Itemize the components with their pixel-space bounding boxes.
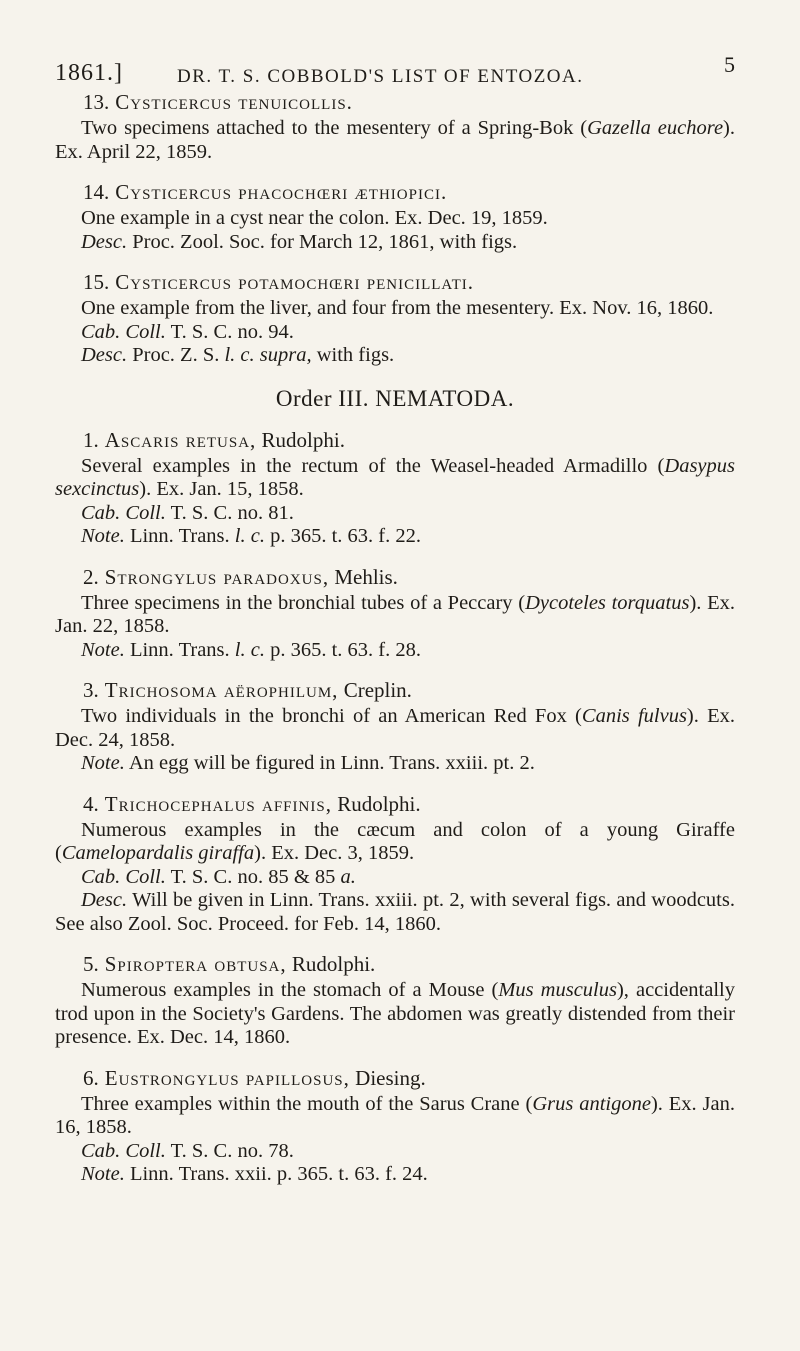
running-header: [55, 52, 735, 92]
desc-line: Desc. Will be given in Linn. Trans. xxiii. pt. 2, with several figs. and woodcuts. See also Zool. Soc. Proceed. for Feb. 14, 1860.: [55, 889, 735, 935]
entry-text: Several examples in the rectum of the Weasel-headed Armadillo (Dasypus sexcinctus). Ex. Jan. 15, 1858.: [55, 454, 735, 500]
species-name: Cysticercus tenuicollis.: [115, 90, 353, 114]
entry-text: Three specimens in the bronchial tubes of a Peccary (Dycoteles torquatus). Ex. Jan. 22, 1858.: [55, 591, 735, 637]
entry-heading: 5. Spiroptera obtusa, Rudolphi.: [83, 952, 376, 976]
nematoda-entry-4: [55, 790, 735, 937]
species-name: Trichosoma aërophilum,: [104, 678, 339, 702]
entry-heading: 1. Ascaris retusa, Rudolphi.: [83, 427, 345, 452]
entry-text: Two specimens attached to the mesentery of a Spring-Bok (Gazella euchore). Ex. April 22, 1859.: [55, 117, 735, 163]
header-year: 1861.]: [55, 60, 123, 86]
entry-15: [55, 268, 735, 368]
species-name: Strongylus paradoxus,: [104, 564, 330, 589]
nematoda-entry-5: [55, 950, 735, 1050]
note-line: Note. Linn. Trans. l. c. p. 365. t. 63. f. 28.: [81, 638, 421, 661]
author-name: Mehlis.: [334, 564, 398, 589]
note-line: Note. Linn. Trans. xxii. p. 365. t. 63. f. 24.: [81, 1163, 428, 1185]
collection-line: Cab. Coll. T. S. C. no. 94.: [81, 320, 294, 343]
header-running-title: DR. T. S. COBBOLD'S LIST OF ENTOZOA.: [177, 66, 584, 87]
collection-line: Cab. Coll. T. S. C. no. 78.: [81, 1139, 294, 1162]
author-name: Rudolphi.: [291, 952, 376, 976]
entry-heading: 6. Eustrongylus papillosus, Diesing.: [83, 1065, 426, 1090]
entry-text: Numerous examples in the cæcum and colon of a young Giraffe (Camelopardalis giraffa). Ex. Dec. 3, 1859.: [55, 818, 735, 864]
species-name: Trichocephalus affinis,: [104, 791, 332, 816]
entry-text: One example in a cyst near the colon. Ex. Dec. 19, 1859.: [81, 207, 548, 229]
author-name: Creplin.: [343, 678, 412, 702]
entry-heading: 14. Cysticercus phacochœri æthiopici.: [83, 180, 448, 204]
entry-heading: 3. Trichosoma aërophilum, Creplin.: [83, 678, 412, 702]
nematoda-entry-3: [55, 676, 735, 776]
note-line: Note. An egg will be figured in Linn. Trans. xxiii. pt. 2.: [81, 752, 535, 774]
page-number: 5: [724, 52, 735, 77]
species-name: Ascaris retusa,: [104, 427, 257, 452]
species-name: Eustrongylus papillosus,: [104, 1065, 350, 1090]
species-name: Spiroptera obtusa,: [104, 952, 287, 976]
entry-heading: 2. Strongylus paradoxus, Mehlis.: [83, 564, 398, 589]
entry-text: Numerous examples in the stomach of a Mouse (Mus musculus), accidentally trod upon in the Society's Gardens. The abdomen was greatly distended from their presence. Ex. Dec. 14, 1860.: [55, 979, 735, 1048]
page-body: [55, 88, 735, 1201]
nematoda-entry-6: [55, 1064, 735, 1187]
collection-line: Cab. Coll. T. S. C. no. 81.: [81, 501, 294, 524]
author-name: Rudolphi.: [261, 427, 345, 452]
entry-14: [55, 178, 735, 254]
author-name: Rudolphi.: [337, 791, 421, 816]
note-line: Note. Linn. Trans. l. c. p. 365. t. 63. f. 22.: [81, 525, 421, 547]
collection-line: Cab. Coll. T. S. C. no. 85 & 85 a.: [81, 865, 356, 888]
species-name: Cysticercus phacochœri æthiopici.: [115, 180, 448, 204]
author-name: Diesing.: [355, 1065, 426, 1090]
order-heading: Order III. NEMATODA.: [275, 385, 515, 411]
entry-heading: 15. Cysticercus potamochœri penicillati.: [83, 270, 474, 294]
nematoda-entry-2: [55, 563, 735, 663]
entry-heading: 4. Trichocephalus affinis, Rudolphi.: [83, 791, 421, 816]
desc-line: Desc. Proc. Z. S. l. c. supra, with figs.: [81, 344, 395, 366]
species-name: Cysticercus potamochœri penicillati.: [115, 270, 474, 294]
entry-text: Two individuals in the bronchi of an American Red Fox (Canis fulvus). Ex. Dec. 24, 1858.: [55, 705, 735, 751]
nematoda-entry-1: [55, 426, 735, 549]
entry-text: Three examples within the mouth of the Sarus Crane (Grus antigone). Ex. Jan. 16, 1858.: [55, 1092, 735, 1138]
entry-text: One example from the liver, and four from the mesentery. Ex. Nov. 16, 1860.: [81, 297, 714, 319]
entry-heading: 13. Cysticercus tenuicollis.: [83, 90, 353, 114]
entry-13: [55, 88, 735, 164]
desc-line: Desc. Proc. Zool. Soc. for March 12, 1861, with figs.: [81, 230, 518, 253]
